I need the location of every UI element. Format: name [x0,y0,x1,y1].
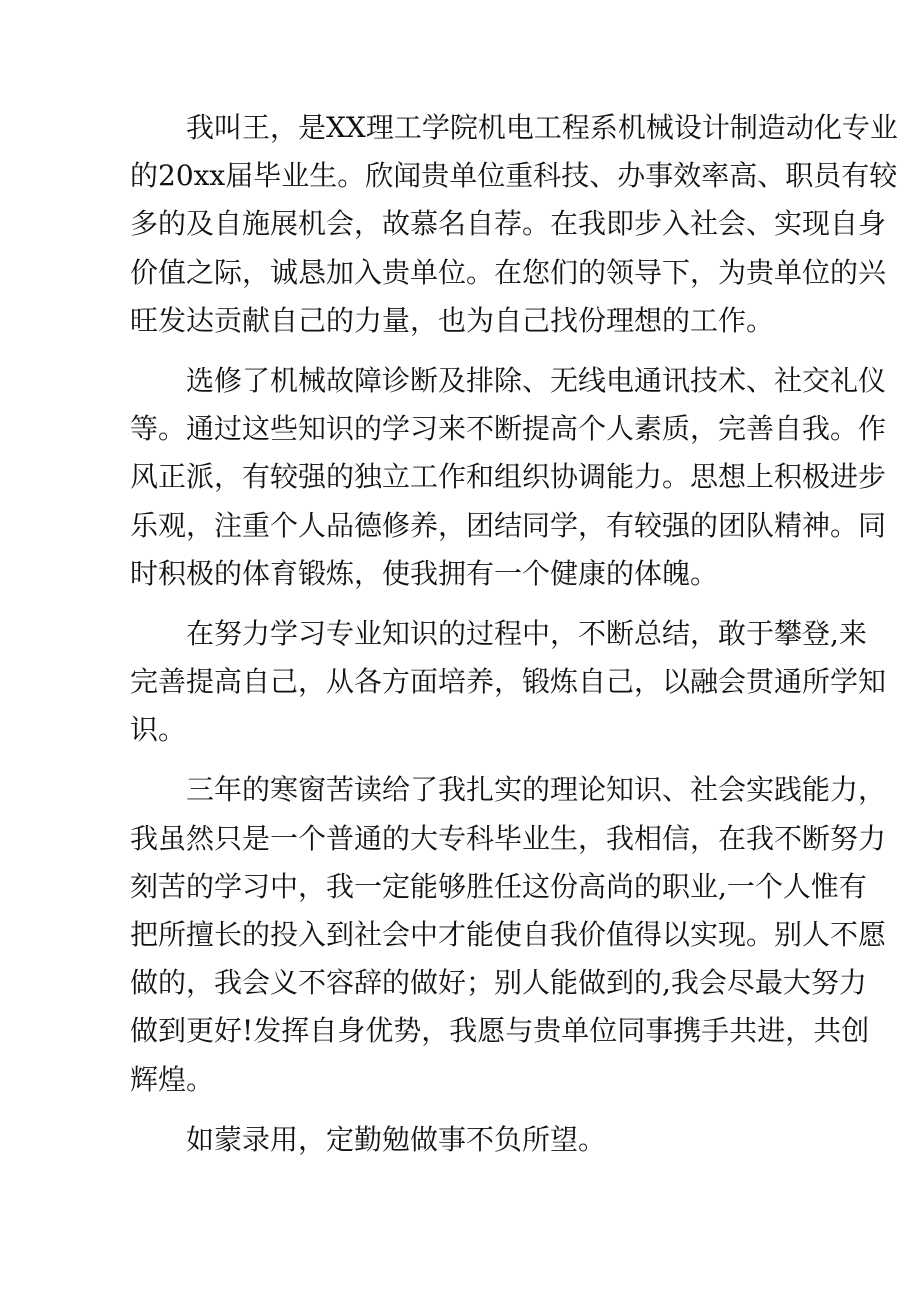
paragraph-3 [130,610,887,755]
paragraph-5 [130,1116,794,1164]
paragraph-line: 乐观，注重个人品德修养，团结同学，有较强的团队精神。同 [130,508,887,542]
paragraph-line: 三年的寒窗苦读给了我扎实的理论知识、社会实践能力， [186,773,887,807]
paragraph-line: 选修了机械故障诊断及排除、无线电通讯技术、社交礼仪 [186,363,887,397]
paragraph-line: 在努力学习专业知识的过程中，不断总结，敢于攀登,来 [186,616,867,650]
paragraph-line: 刻苦的学习中，我一定能够胜任这份高尚的职业,一个人惟有 [130,869,867,903]
paragraph-line: 我叫王，是XX理工学院机电工程系机械设计制造动化专业 [186,111,898,144]
paragraph-line: 我虽然只是一个普通的大专科毕业生，我相信，在我不断努力 [130,821,887,855]
paragraph-line: 旺发达贡献自己的力量，也为自己找份理想的工作。 [130,303,775,337]
paragraph-line: 识。 [130,713,187,747]
paragraph-line: 风正派，有较强的独立工作和组织协调能力。思想上积极进步 [130,460,887,494]
paragraph-1 [130,104,898,345]
paragraph-line: 把所擅长的投入到社会中才能使自我价值得以实现。别人不愿 [130,918,887,951]
paragraph-line: 等。通过这些知识的学习来不断提高个人素质，完善自我。作 [130,412,887,446]
paragraph-line: 辉煌。 [130,1062,215,1096]
paragraph-line: 做的，我会义不容辞的做好；别人能做到的,我会尽最大努力 [130,966,867,1000]
letter-body [130,104,898,1176]
paragraph-line: 的20xx届毕业生。欣闻贵单位重科技、办事效率高、职员有较 [130,159,898,193]
paragraph-line: 完善提高自己，从各方面培养，锻炼自己，以融会贯通所学知 [130,665,887,699]
paragraph-2 [130,357,887,598]
paragraph-4 [130,766,887,1103]
paragraph-line: 时积极的体育锻炼，使我拥有一个健康的体魄。 [130,556,719,590]
paragraph-line: 如蒙录用，定勤勉做事不负所望。 [186,1122,607,1156]
paragraph-line: 做到更好!发挥自身优势，我愿与贵单位同事携手共进，共创 [130,1014,870,1048]
paragraph-line: 价值之际，诚恳加入贵单位。在您们的领导下，为贵单位的兴 [130,255,887,289]
paragraph-line: 多的及自施展机会，故慕名自荐。在我即步入社会、实现自身 [130,207,887,241]
